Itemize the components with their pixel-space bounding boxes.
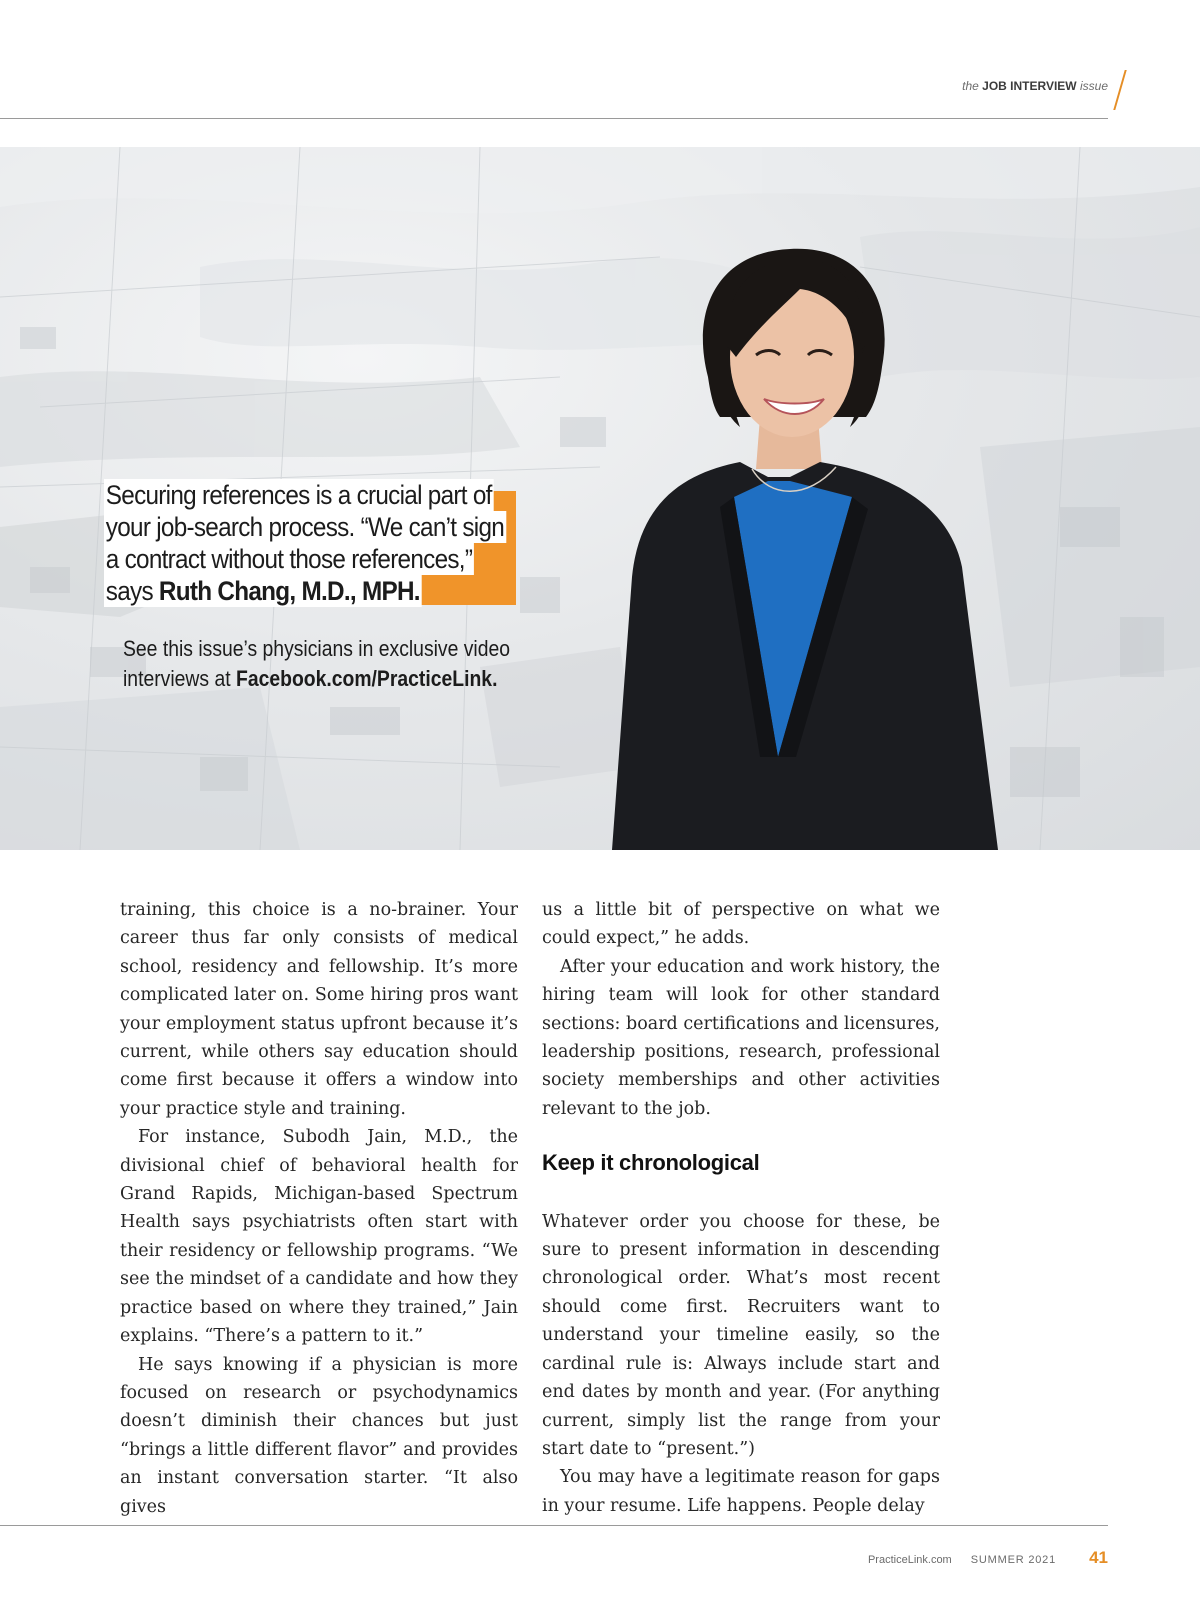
footer-issue: SUMMER 2021 bbox=[970, 1554, 1057, 1566]
running-head-title: JOB INTERVIEW bbox=[982, 79, 1077, 93]
footer-site: PracticeLink.com bbox=[867, 1554, 952, 1566]
video-note-prefix: interviews at bbox=[123, 666, 231, 691]
running-head-prefix: the bbox=[962, 79, 979, 93]
video-note bbox=[123, 634, 510, 694]
paragraph-text: , the divisional chief of behavioral health for Grand Rapids, Michigan-based Spectrum Health says psychiatrists often start with their residency or fellowship programs. “We see the mindset of a candidate and how they practice based on where they trained,” Jain explains. “There’s a pattern to it.” bbox=[120, 1127, 518, 1347]
article-column-left bbox=[120, 896, 518, 1521]
article-column-right bbox=[542, 896, 940, 1520]
running-head bbox=[962, 79, 1108, 93]
page-number: 41 bbox=[1089, 1548, 1108, 1567]
pull-quote bbox=[104, 479, 516, 615]
paragraph: He says knowing if a physician is more focused on research or psychodynamics doesn’t diminish their chances but just “brings a little different flavor” and provides an instant conversation starter. “It also gives bbox=[120, 1354, 518, 1517]
pull-quote-text bbox=[104, 479, 505, 607]
degree-abbreviation: M.D. bbox=[424, 1127, 467, 1148]
hero-photo bbox=[0, 147, 1200, 850]
running-head-suffix: issue bbox=[1079, 79, 1108, 93]
header-divider bbox=[0, 118, 1108, 119]
footer-divider bbox=[0, 1525, 1108, 1526]
facebook-link[interactable]: Facebook.com/PracticeLink. bbox=[235, 666, 498, 691]
paragraph bbox=[120, 1123, 518, 1350]
paragraph: You may have a legitimate reason for gaps in your resume. Life happens. People delay bbox=[542, 1467, 940, 1516]
pull-quote-attribution bbox=[104, 575, 422, 607]
paragraph-text: For instance, Subodh Jain, bbox=[138, 1127, 408, 1148]
paragraph: training, this choice is a no-brainer. Your career thus far only consists of medical school, residency and fellowship. It’s more complicated later on. Some hiring pros want your employment status upfront because it’s current, while others say education should come first because it offers a window into your practice style and training. bbox=[120, 900, 518, 1119]
header-accent-slash bbox=[1113, 70, 1126, 110]
section-subhead: Keep it chronological bbox=[542, 1150, 760, 1176]
pull-quote-line: your job-search process. “We can’t sign bbox=[105, 512, 505, 542]
page-footer bbox=[868, 1548, 1108, 1568]
paragraph: Whatever order you choose for these, be sure to present information in descending chronological order. What’s most recent should come first. Recruiters want to understand your timeline easily, so the cardinal rule is: Always include start and end dates by month and year. (For anything current, simply list the range from your start date to “present.”) bbox=[542, 1211, 940, 1459]
video-note-line: See this issue’s physicians in exclusive video bbox=[123, 636, 511, 661]
pull-quote-says: says bbox=[105, 576, 153, 606]
pull-quote-name: Ruth Chang, M.D., MPH. bbox=[158, 576, 420, 606]
paragraph: After your education and work history, the hiring team will look for other standard sections: board certifications and licensures, leadership positions, research, professional society memberships and other activities relevant to the job. bbox=[542, 956, 940, 1119]
pull-quote-line: a contract without those references,” bbox=[105, 544, 473, 574]
paragraph: us a little bit of perspective on what we could expect,” he adds. bbox=[542, 900, 940, 949]
pull-quote-line: Securing references is a crucial part of bbox=[105, 480, 492, 510]
